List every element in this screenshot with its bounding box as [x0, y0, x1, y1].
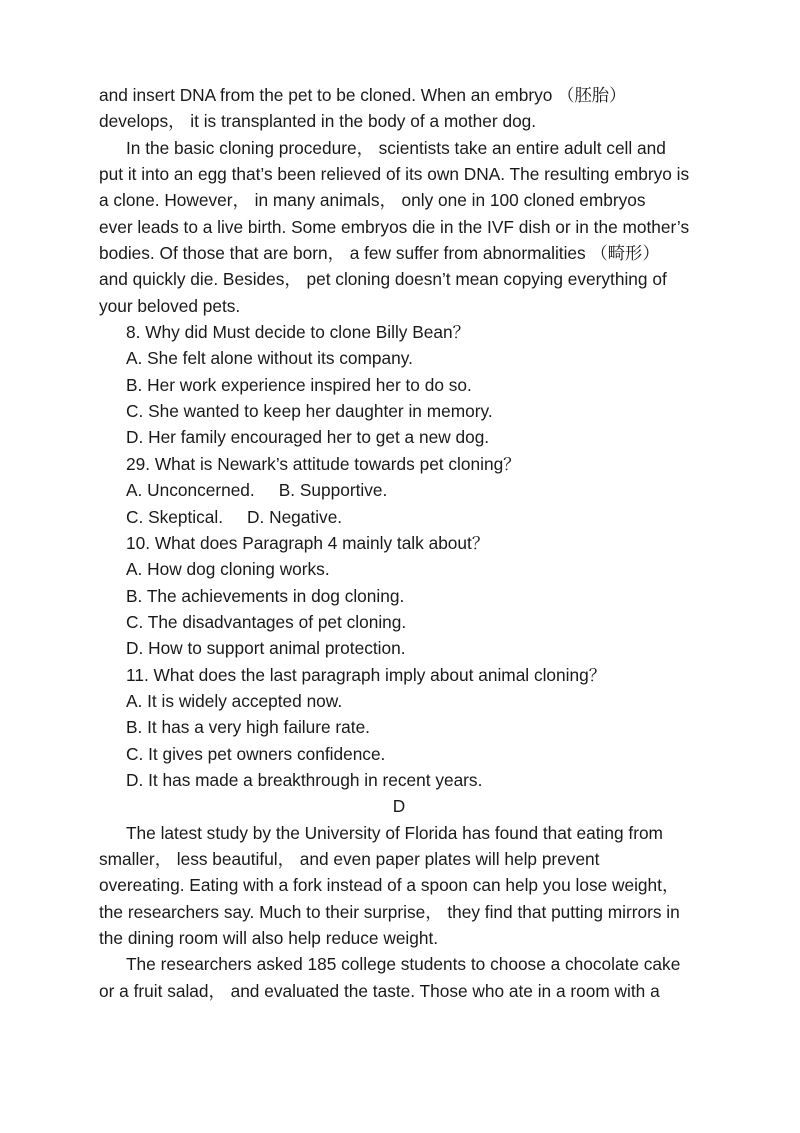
document-text [99, 82, 709, 1004]
question-option: C. She wanted to keep her daughter in memory. [126, 401, 493, 422]
passage-line: ever leads to a live birth. Some embryos die in the IVF dish or in the mother’s [99, 216, 690, 237]
passage-line: and quickly die. Besides， pet cloning doesn’t mean copying everything of [99, 269, 667, 290]
passage-line: your beloved pets. [99, 295, 241, 316]
question-option: A. She felt alone without its company. [126, 348, 413, 369]
passage-line: The researchers asked 185 college students to choose a chocolate cake [126, 954, 681, 975]
question-option: C. The disadvantages of pet cloning. [126, 611, 407, 632]
question-option: C. Skeptical. D. Negative. [126, 506, 343, 527]
question-stem: 29. What is Newark’s attitude towards pet cloning？ [126, 453, 521, 474]
question-option: B. It has a very high failure rate. [126, 717, 370, 738]
question-option: D. It has made a breakthrough in recent years. [126, 769, 483, 790]
passage-line: put it into an egg that’s been relieved of its own DNA. The resulting embryo is [99, 164, 690, 185]
passage-line: bodies. Of those that are born， a few suffer from abnormalities （畸形） [99, 243, 660, 264]
passage-line: or a fruit salad， and evaluated the taste. Those who ate in a room with a [99, 980, 660, 1001]
passage-line: a clone. However， in many animals， only one in 100 cloned embryos [99, 190, 646, 211]
question-option: B. Her work experience inspired her to do so. [126, 374, 472, 395]
question-option: A. How dog cloning works. [126, 559, 330, 580]
question-option: C. It gives pet owners confidence. [126, 743, 386, 764]
passage-line: The latest study by the University of Florida has found that eating from [126, 822, 663, 843]
passage-line: smaller， less beautiful， and even paper plates will help prevent [99, 848, 600, 869]
question-stem: 11. What does the last paragraph imply about animal cloning？ [126, 664, 606, 685]
question-option: B. The achievements in dog cloning. [126, 585, 405, 606]
question-option: D. Her family encouraged her to get a new dog. [126, 427, 490, 448]
question-option: A. Unconcerned. B. Supportive. [126, 480, 388, 501]
question-option: A. It is widely accepted now. [126, 690, 343, 711]
passage-line: overeating. Eating with a fork instead of a spoon can help you lose weight， [99, 875, 680, 896]
passage-line: and insert DNA from the pet to be cloned. When an embryo （胚胎） [99, 85, 627, 105]
question-stem: 8. Why did Must decide to clone Billy Bean？ [126, 322, 470, 343]
question-stem: 10. What does Paragraph 4 mainly talk about？ [126, 532, 490, 553]
question-option: D. How to support animal protection. [126, 638, 406, 659]
passage-line: In the basic cloning procedure， scientists take an entire adult cell and [126, 137, 666, 158]
passage-line: develops， it is transplanted in the body of a mother dog. [99, 111, 537, 132]
passage-line: the dining room will also help reduce weight. [99, 928, 439, 948]
passage-line: the researchers say. Much to their surprise， they find that putting mirrors in [99, 901, 680, 922]
section-heading: D [392, 796, 406, 817]
